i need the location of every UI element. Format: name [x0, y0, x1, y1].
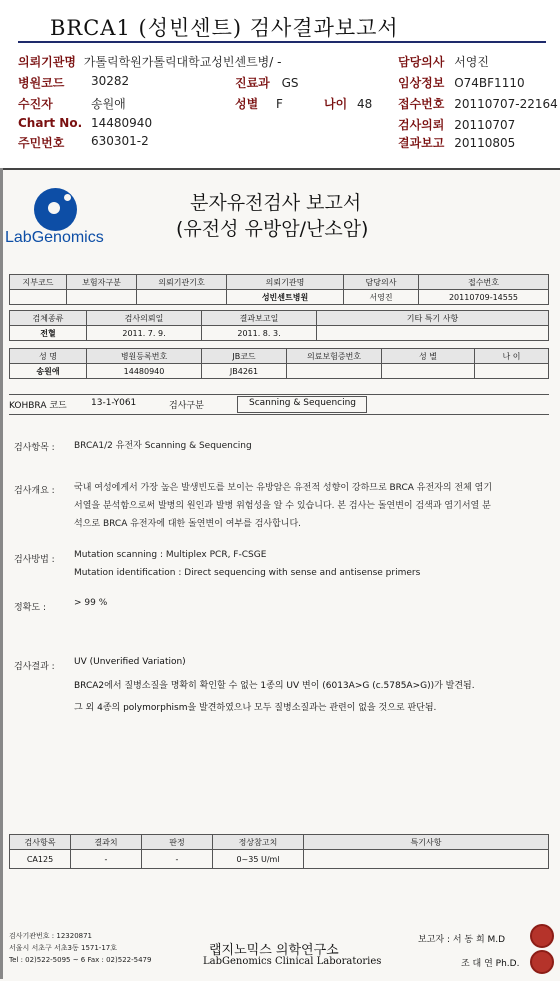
- hdr-key: Chart No.: [18, 116, 83, 130]
- table-row: [10, 835, 549, 850]
- overview-line: 국내 여성에게서 가장 높은 발생빈도를 보이는 유방암은 유전적 성향이 강하므로 BRCA 유전자의 전체 염기: [74, 483, 493, 493]
- summary-header: [0, 0, 560, 163]
- result-line: BRCA2에서 질병소질을 명확히 확인할 수 없는 1종의 UV 변이 (6013A>G (c.5785A>G))가 발견됨.: [74, 681, 475, 691]
- footer-address: [9, 930, 151, 966]
- result-line: UV (Unverified Variation): [74, 657, 186, 667]
- hdr-key: 접수번호: [398, 97, 445, 111]
- table-cell: 2011. 8. 3.: [202, 326, 317, 341]
- table-cell: [287, 364, 382, 379]
- hdr-key: 의뢰기관명: [18, 55, 76, 69]
- table-header: 의뢰기관명: [227, 275, 344, 290]
- hdr-row-2-right: [398, 74, 525, 91]
- hdr-key: 검사의뢰: [398, 118, 445, 132]
- table-cell: [10, 290, 67, 305]
- kohbra-code: 13-1-Y061: [91, 398, 137, 408]
- hdr-value: 가톨릭학원가톨릭대학교성빈센트병/ -: [83, 55, 282, 69]
- logo-inner-hole: [48, 202, 60, 214]
- table-header: 보험자구분: [67, 275, 137, 290]
- hdr-value: 20110707-22164: [454, 97, 558, 111]
- hdr-row-3-mid: [235, 95, 283, 112]
- hdr-key: 성별: [235, 97, 259, 111]
- hdr-value: 48: [357, 97, 373, 111]
- table-header: JB코드: [202, 349, 287, 364]
- table-cell: [475, 364, 549, 379]
- title-rule: [18, 41, 546, 43]
- table-cell: 2011. 7. 9.: [87, 326, 202, 341]
- item-label: 검사항목 :: [14, 443, 55, 453]
- info-table-2: [9, 310, 549, 341]
- hdr-row-5-right: [398, 134, 515, 151]
- accuracy-value: > 99 %: [74, 598, 108, 608]
- hdr-value: 서영진: [454, 55, 489, 69]
- table-row: [10, 275, 549, 290]
- table-header: 검체종류: [10, 311, 87, 326]
- table-cell: JB4261: [202, 364, 287, 379]
- hdr-key: 나이: [324, 97, 348, 111]
- table-cell: 전혈: [10, 326, 87, 341]
- hdr-row-1: [18, 53, 281, 70]
- hdr-value: O74BF1110: [454, 76, 525, 90]
- table-row: [10, 349, 549, 364]
- table-row: [10, 311, 549, 326]
- divider: [9, 414, 549, 415]
- kohbra-type-value: Scanning & Sequencing: [249, 398, 357, 408]
- table-header: 특기사항: [304, 835, 549, 850]
- table-cell: 서영진: [344, 290, 419, 305]
- table-header: 성 명: [10, 349, 87, 364]
- item-value: BRCA1/2 유전자 Scanning & Sequencing: [74, 441, 252, 451]
- director-seal-icon: [530, 950, 554, 974]
- reporter-seal-icon: [530, 924, 554, 948]
- hdr-key: 주민번호: [18, 136, 65, 150]
- table-header: 나 이: [475, 349, 549, 364]
- hdr-value: 송원애: [91, 97, 126, 111]
- hdr-value: 630301-2: [91, 134, 149, 148]
- kohbra-label: KOHBRA 코드: [9, 401, 67, 411]
- method-line: Mutation identification : Direct sequencing with sense and antisense primers: [74, 568, 421, 578]
- hdr-value: 14480940: [91, 116, 153, 130]
- marker-table: [9, 834, 549, 869]
- footer-line: 서울시 서초구 서초3동 1571-17호: [9, 944, 117, 952]
- hdr-value: 30282: [91, 74, 130, 88]
- table-header: 검사의뢰일: [87, 311, 202, 326]
- hdr-value: 20110805: [454, 136, 516, 150]
- table-header: 지부코드: [10, 275, 67, 290]
- accuracy-label: 정확도 :: [14, 603, 46, 613]
- method-label: 검사방법 :: [14, 555, 55, 565]
- table-cell: CA125: [10, 850, 71, 869]
- hdr-key: 진료과: [235, 76, 270, 90]
- hdr-value: 20110707: [454, 118, 516, 132]
- table-header: 검사항목: [10, 835, 71, 850]
- result-line: 그 외 4종의 polymorphism을 발견하였으나 모두 질병소질과는 관련이 없을 것으로 판단됨.: [74, 703, 437, 713]
- hdr-value: GS: [281, 76, 299, 90]
- hdr-row-4-right: [398, 116, 515, 133]
- hdr-key: 수진자: [18, 97, 53, 111]
- logo-dot: [64, 194, 71, 201]
- scanned-report: [0, 168, 560, 981]
- table-header: 병원등록번호: [87, 349, 202, 364]
- table-header: 판정: [142, 835, 213, 850]
- divider: [9, 394, 549, 395]
- overview-line: 서열을 분석함으로써 발병의 원인과 발병 위험성을 알 수 있습니다. 본 검사는 돌연변이 검색과 염기서열 분: [74, 501, 491, 511]
- hdr-row-1-right: [398, 53, 489, 70]
- table-row: [10, 290, 549, 305]
- table-header: 접수번호: [419, 275, 549, 290]
- reporter-signature: 보고자 : 서 동 희 M.D: [418, 935, 506, 945]
- report-subtitle: (유전성 유방암/난소암): [176, 218, 369, 240]
- table-header: 결과치: [71, 835, 142, 850]
- hdr-value: F: [276, 97, 283, 111]
- kohbra-type-label: 검사구분: [169, 401, 204, 411]
- method-line: Mutation scanning : Multiplex PCR, F-CSGE: [74, 550, 267, 560]
- hdr-row-3-age: [324, 95, 372, 112]
- table-header: 정상참고치: [213, 835, 304, 850]
- table-header: 담당의사: [344, 275, 419, 290]
- hdr-key: 임상정보: [398, 76, 445, 90]
- table-cell: [304, 850, 549, 869]
- table-cell: 20110709-14555: [419, 290, 549, 305]
- table-cell: 성빈센트병원: [227, 290, 344, 305]
- table-header: 성 별: [382, 349, 475, 364]
- hdr-row-5: [18, 134, 149, 151]
- info-table-3: [9, 348, 549, 379]
- footer-line: 검사기관번호 : 12320871: [9, 932, 93, 940]
- summary-title: BRCA1 (성빈센트) 검사결과보고서: [50, 16, 399, 40]
- table-cell: 송원애: [10, 364, 87, 379]
- table-row: [10, 364, 549, 379]
- table-header: 의료보험증번호: [287, 349, 382, 364]
- paper-edge: [0, 168, 3, 979]
- kohbra-type-box: [237, 396, 367, 413]
- table-cell: -: [71, 850, 142, 869]
- table-header: 결과보고일: [202, 311, 317, 326]
- director-signature: 조 대 연 Ph.D.: [461, 959, 520, 969]
- hdr-row-3-right: [398, 95, 558, 112]
- result-label: 검사결과 :: [14, 662, 55, 672]
- footer-line: Tel : 02)522-5095 ~ 6 Fax : 02)522-5479: [9, 956, 152, 964]
- table-header: 의뢰기관기호: [137, 275, 227, 290]
- table-cell: [317, 326, 549, 341]
- table-cell: 14480940: [87, 364, 202, 379]
- hdr-row-2-mid: [235, 74, 299, 91]
- table-cell: -: [142, 850, 213, 869]
- hdr-key: 담당의사: [398, 55, 445, 69]
- report-title: 분자유전검사 보고서: [190, 192, 362, 214]
- table-cell: [67, 290, 137, 305]
- hdr-row-3: [18, 95, 126, 112]
- info-table-1: [9, 274, 549, 305]
- table-row: [10, 326, 549, 341]
- table-cell: [382, 364, 475, 379]
- table-row: [10, 850, 549, 869]
- lab-name-korean: 랩지노믹스 의학연구소: [209, 943, 339, 958]
- hdr-key: 결과보고: [398, 136, 445, 150]
- logo-text: LabGenomics: [5, 229, 104, 246]
- hdr-row-4: [18, 116, 153, 130]
- table-header: 기타 특기 사항: [317, 311, 549, 326]
- hdr-key: 병원코드: [18, 76, 65, 90]
- table-cell: 0~35 U/ml: [213, 850, 304, 869]
- lab-name-english: LabGenomics Clinical Laboratories: [203, 956, 382, 967]
- table-cell: [137, 290, 227, 305]
- hdr-row-2: [18, 74, 130, 91]
- overview-label: 검사개요 :: [14, 486, 55, 496]
- overview-line: 석으로 BRCA 유전자에 대한 돌연변이 여부를 검사합니다.: [74, 519, 302, 529]
